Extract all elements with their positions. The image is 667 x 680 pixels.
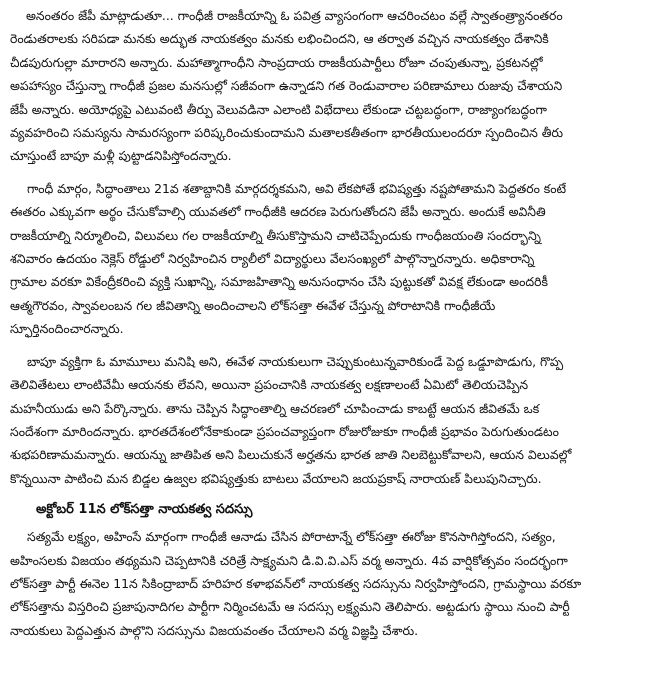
section-heading: అక్టోబర్ 11న లోక్‌సత్తా నాయకత్వ సదస్సు	[36, 502, 253, 518]
article-paragraph-3: బాపూ వ్యక్తిగా ఓ మామూలు మనిషి అని, ఈవేళ నాయకులుగా చెప్పుకుంటున్నవారికుండే పెద్ద ఒడ్డూపొడుగు, గొప్ప తెలివితేటలు లాంటివేమీ ఆయనకు లేవని, అయినా ప్రపంచానికి నాయకత్వ లక్షణాలంటే ఏమిటో తెలియచెప్పిన మహనీయుడు అని పేర్కొన్నారు. తాను చెప్పిన సిద్ధాంతాల్ని ఆచరణలో చూపించాడు కాబట్టే ఆయన జీవితమే ఒక సందేశంగా మారిందన్నారు. భారతదేశంలోనేకాకుండా ప్రపంచవ్యాప్తంగా రోజురోజుకూ గాంధీజీ ప్రభావం పెరుగుతుండటం శుభపరిణామమన్నారు. ఆయన్ను జాతిపిత అని పిలుచుకునే అర్హతను భారత జాతి నిలబెట్టుకోవాలని, ఆయన విలువల్లో కొన్నయినా పాటించి మన బిడ్డల ఉజ్వల భవిష్యత్తుకు బాటలు వేయాలని జయప్రకాష్ నారాయణ్ పిలుపునిచ్చారు.	[10, 353, 572, 486]
article-paragraph-4: సత్యమే లక్ష్యం, అహింసే మార్గంగా గాంధీజీ ఆనాడు చేసిన పోరాటాన్నే లోక్‌సత్తా ఈరోజు కొనసాగిస్తోందని, సత్యం, అహింసలకు విజయం తథ్యమని చెప్పటానికి చరిత్రే సాక్ష్యమని డి.వి.వి.ఎస్ వర్మ అన్నారు. 4వ వార్షికోత్సవం సందర్భంగా లోక్‌సత్తా పార్టీ ఈనెల 11న సికింద్రాబాద్ హరిహర కళాభవన్‌లో నాయకత్వ సదస్సును నిర్వహిస్తోందని, గ్రామస్థాయి వరకూ లోక్‌సత్తాను విస్తరించి ప్రజాపునాదిగల పార్టీగా నిర్మించటమే ఆ సదస్సు లక్ష్యమని తెలిపారు. అట్టడుగు స్థాయి నుంచి పార్టీ నాయకులు పెద్దఎత్తున పాల్గొని సదస్సును విజయవంతం చేయాలని వర్మ విజ్ఞప్తి చేశారు.	[10, 529, 582, 638]
article-paragraph-1: అనంతరం జేపీ మాట్లాడుతూ... గాంధీజీ రాజకీయాన్ని ఓ పవిత్ర వ్యాసంగంగా ఆచరించటం వల్లే స్వాతంత్ర్యానంతరం రెండుతరాలకు సరిపడా మనకు అద్భుత నాయకత్వం మనకు లభించిందని, ఆ తర్వాత వచ్చిన నాయకత్వం దేశానికి చీడపురుగుల్లా మారారని అన్నారు. మహాత్మాగాంధీని సాంప్రదాయ రాజకీయపార్టీలు రోజూ చంపుతున్నా, ప్రకటనల్లో అపహాస్యం చేస్తున్నా గాంధీజీ ప్రజల మనసుల్లో సజీవంగా ఉన్నాడని గత రెండువారాల పరిణామాలు రుజువు చేశాయని జేపీ అన్నారు. అయోధ్యపై ఎటువంటి తీర్పు వెలువడినా ఎలాంటి విభేదాలు లేకుండా చట్టబద్ధంగా, రాజ్యాంగబద్ధంగా వ్యవహరించి సమస్యను సామరస్యంగా పరిష్కరించుకుందామని మతాలకతీతంగా భారతీయులందరూ స్పందించిన తీరు చూస్తుంటే బాపూ మళ్లీ పుట్టాడనిపిస్తోందన్నారు.	[10, 8, 564, 164]
article-paragraph-2: గాంధీ మార్గం, సిద్ధాంతాలు 21వ శతాబ్దానికి మార్గదర్శకమని, అవి లేకపోతే భవిష్యత్తు నష్టపోతామని పెద్దతరం కంటే ఈతరం ఎక్కువగా అర్థం చేసుకోవాల్సి యువతలో గాంధీజీకి ఆదరణ పెరుగుతోందని జేపీ అన్నారు. అందుకే అవినీతి రాజకీయాల్ని నిర్మూలించి, విలువలు గల రాజకీయాల్ని తీసుకొస్తామని చాటిచెప్పేందుకు గాంధీజయంతి సందర్భాన్ని శనివారం ఉదయం నెక్లెస్ రోడ్డులో నిర్వహించిన ర్యాలీలో విద్యార్థులు వేలసంఖ్యలో పాల్గొన్నారన్నారు. అధికారాన్ని గ్రామాల వరకూ వికేంద్రీకరించి వ్యక్తి సుఖాన్ని, సమాజహితాన్ని అనుసంధానం చేసి పుట్టుకతో వివక్ష లేకుండా అందరికీ ఆత్మగౌరవం, స్వావలంబన గల జీవితాన్ని అందించాలని లోక్‌సత్తా ఈవేళ చేస్తున్న పోరాటానికి గాంధీజీయే స్ఫూర్తినందించారన్నారు.	[10, 180, 567, 337]
